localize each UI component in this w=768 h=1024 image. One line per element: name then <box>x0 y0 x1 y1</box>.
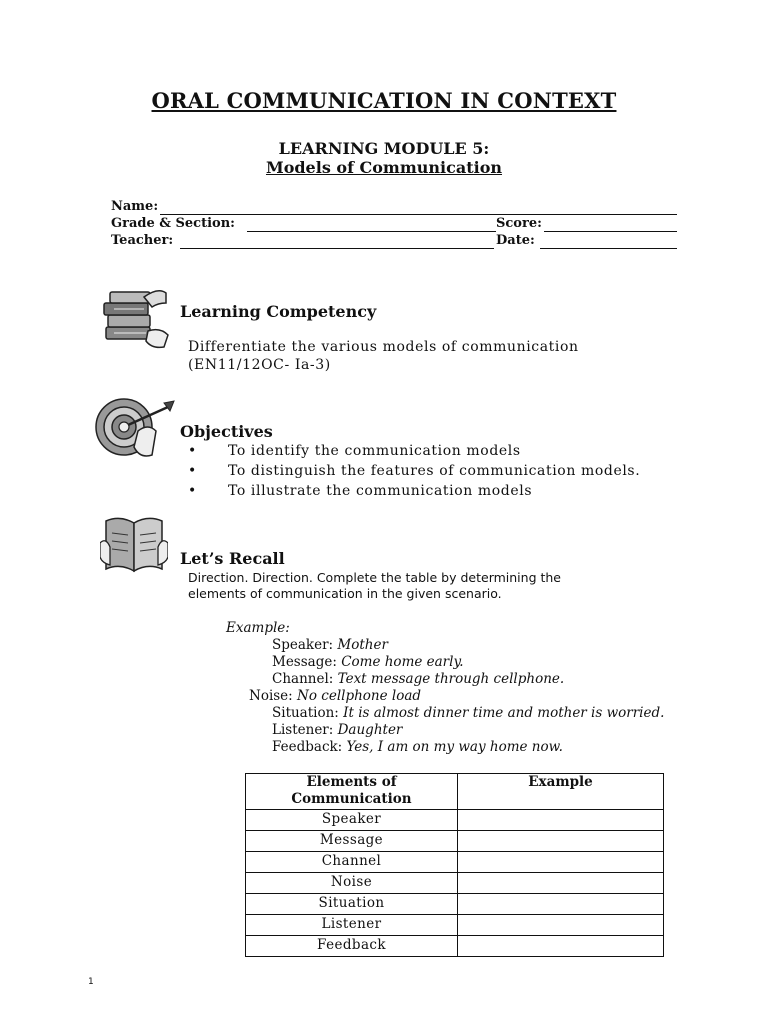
example-noise <box>249 688 421 704</box>
table-cell-answer[interactable] <box>458 915 664 936</box>
example-speaker <box>272 637 388 653</box>
table-cell-answer[interactable] <box>458 810 664 831</box>
noise-key: Noise: <box>249 688 293 704</box>
table-row <box>246 915 664 936</box>
list-item <box>188 483 708 503</box>
table-row <box>246 810 664 831</box>
channel-key: Channel: <box>272 671 334 687</box>
table-cell-element: Noise <box>246 873 458 894</box>
table-header-elements <box>246 774 458 810</box>
situation-value: It is almost dinner time and mother is worried. <box>343 705 665 721</box>
objective-text: To distinguish the features of communication models. <box>228 463 641 479</box>
books-hand-icon <box>100 283 172 357</box>
module-label: LEARNING MODULE 5: <box>278 139 490 158</box>
score-label: Score: <box>496 216 542 231</box>
table-row <box>246 873 664 894</box>
message-value: Come home early. <box>341 654 464 670</box>
speaker-value: Mother <box>337 637 388 653</box>
competency-heading: Learning Competency <box>180 302 377 321</box>
example-feedback <box>272 739 563 755</box>
header-line2: Communication <box>291 791 412 807</box>
table-cell-answer[interactable] <box>458 852 664 873</box>
example-listener <box>272 722 402 738</box>
name-label: Name: <box>111 199 159 214</box>
noise-value: No cellphone load <box>297 688 422 704</box>
teacher-label: Teacher: <box>111 233 174 248</box>
example-label: Example: <box>226 620 290 636</box>
recall-direction-line1: Direction. Direction. Complete the table by determining the <box>188 570 561 585</box>
table-cell-element: Feedback <box>246 936 458 957</box>
competency-text: Differentiate the various models of communication <box>188 339 579 355</box>
bullet: • <box>188 483 197 499</box>
bullet: • <box>188 463 197 479</box>
objective-text: To identify the communication models <box>228 443 521 459</box>
list-item <box>188 463 708 483</box>
table-cell-element: Channel <box>246 852 458 873</box>
list-item <box>188 443 708 463</box>
competency-code: (EN11/12OC- Ia-3) <box>188 357 331 373</box>
name-field[interactable] <box>160 214 677 215</box>
recall-heading: Let’s Recall <box>180 549 285 568</box>
listener-value: Daughter <box>337 722 403 738</box>
table-cell-element: Situation <box>246 894 458 915</box>
table-cell-answer[interactable] <box>458 873 664 894</box>
objectives-list <box>188 443 708 503</box>
date-field[interactable] <box>540 248 677 249</box>
example-channel <box>272 671 564 687</box>
objective-text: To illustrate the communication models <box>228 483 533 499</box>
table-row <box>246 831 664 852</box>
table-cell-element: Listener <box>246 915 458 936</box>
target-dart-icon <box>92 393 178 469</box>
table-cell-element: Speaker <box>246 810 458 831</box>
grade-section-label: Grade & Section: <box>111 216 235 231</box>
channel-value: Text message through cellphone. <box>337 671 565 687</box>
grade-section-field[interactable] <box>247 231 496 232</box>
elements-table <box>245 773 664 957</box>
recall-direction-line2: elements of communication in the given scenario. <box>188 586 502 601</box>
header-line1: Elements of <box>306 774 397 790</box>
score-field[interactable] <box>544 231 677 232</box>
teacher-field[interactable] <box>180 248 494 249</box>
table-header-example: Example <box>458 774 664 810</box>
feedback-key: Feedback: <box>272 739 343 755</box>
example-message <box>272 654 464 670</box>
table-cell-answer[interactable] <box>458 894 664 915</box>
message-key: Message: <box>272 654 337 670</box>
table-cell-answer[interactable] <box>458 936 664 957</box>
objectives-heading: Objectives <box>180 422 273 441</box>
feedback-value: Yes, I am on my way home now. <box>346 739 563 755</box>
table-cell-element: Message <box>246 831 458 852</box>
example-situation <box>272 705 664 721</box>
module-subtitle: Models of Communication <box>265 158 503 177</box>
page-number: 1 <box>88 977 94 987</box>
situation-key: Situation: <box>272 705 339 721</box>
page-title: ORAL COMMUNICATION IN CONTEXT <box>151 88 617 113</box>
bullet: • <box>188 443 197 459</box>
speaker-key: Speaker: <box>272 637 334 653</box>
table-row <box>246 894 664 915</box>
table-header-row <box>246 774 664 810</box>
table-cell-answer[interactable] <box>458 831 664 852</box>
table-row <box>246 936 664 957</box>
listener-key: Listener: <box>272 722 334 738</box>
date-label: Date: <box>496 233 535 248</box>
table-row <box>246 852 664 873</box>
open-book-hands-icon <box>100 513 168 581</box>
